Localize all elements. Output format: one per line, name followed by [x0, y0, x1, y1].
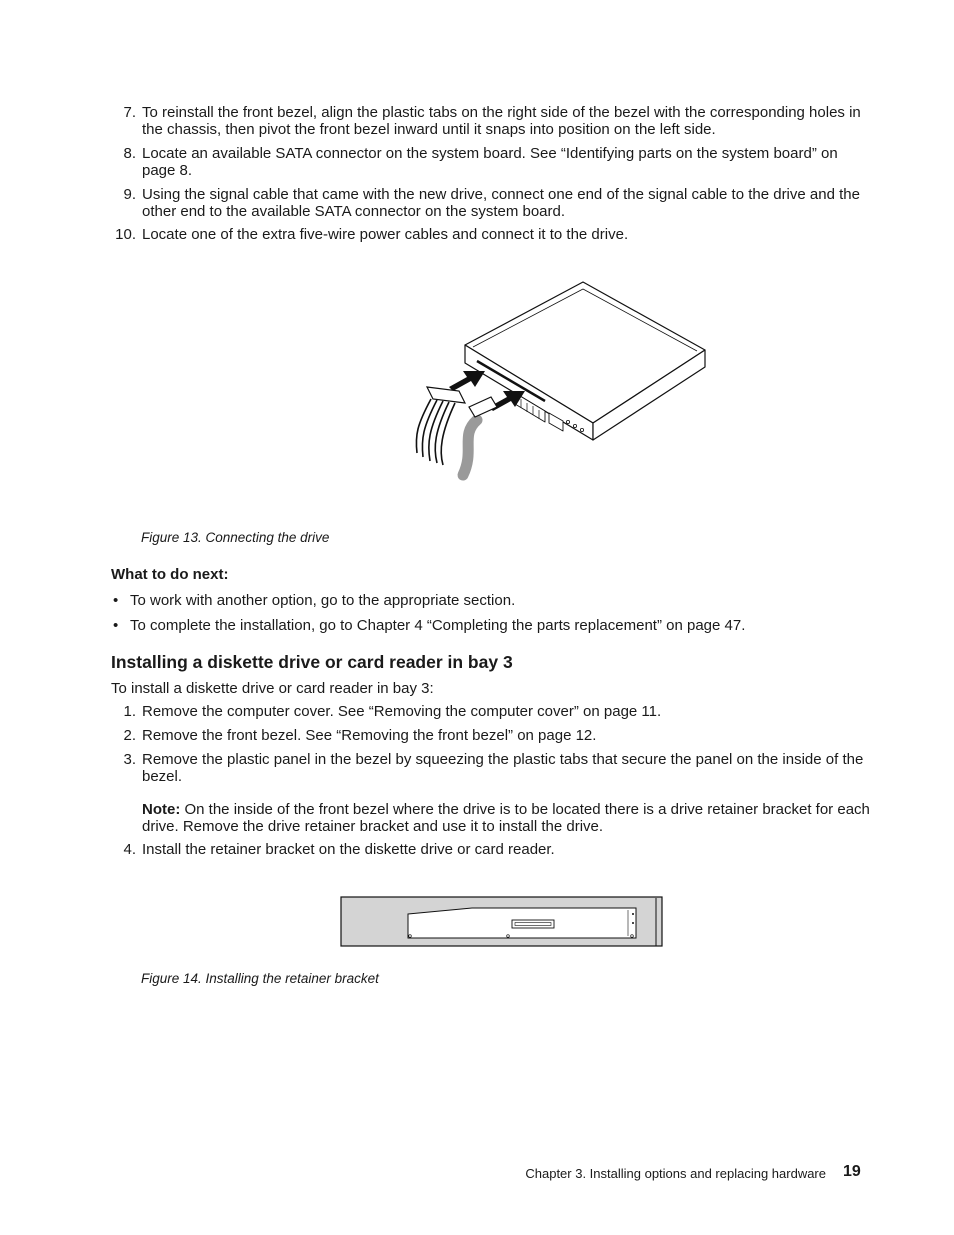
bullet-dot: • [113, 617, 119, 634]
step-number: 10. [115, 226, 136, 243]
section-heading: Installing a diskette drive or card reader in bay 3 [111, 652, 513, 672]
next-bullet-1 [111, 592, 871, 609]
step-text: Install the retainer bracket on the diskette drive or card reader. [142, 841, 555, 858]
step-number: 1. [123, 703, 136, 720]
step-number: 3. [123, 751, 136, 768]
what-to-do-next-heading: What to do next: [111, 566, 229, 583]
step-text: To reinstall the front bezel, align the plastic tabs on the right side of the bezel with the corresponding holes in the chassis, then pivot the front bezel inward until it snaps into position on the left side. [142, 104, 861, 138]
bullet-dot: • [113, 592, 119, 609]
footer-chapter: Chapter 3. Installing options and replacing hardware [525, 1166, 826, 1181]
step-8 [111, 145, 871, 179]
page-number: 19 [843, 1163, 861, 1180]
next-bullet-2 [111, 617, 871, 634]
note-text: On the inside of the front bezel where the drive is to be located there is a drive retainer bracket for each drive. Remove the drive retainer bracket and use it to install the drive. [142, 801, 870, 835]
step-10 [111, 226, 871, 243]
step-number: 7. [123, 104, 136, 121]
step-number: 9. [123, 186, 136, 203]
section-intro: To install a diskette drive or card reader in bay 3: [111, 680, 434, 697]
step-number: 8. [123, 145, 136, 162]
step-3 [111, 751, 871, 785]
drive-connection-illustration [405, 275, 715, 490]
step-number: 2. [123, 727, 136, 744]
step-text: Locate one of the extra five-wire power cables and connect it to the drive. [142, 226, 629, 243]
step-7 [111, 104, 871, 138]
note-paragraph [142, 801, 871, 835]
figure-13-caption: Figure 13. Connecting the drive [141, 530, 330, 545]
step-text: Using the signal cable that came with the new drive, connect one end of the signal cable to the drive and the other end to the available SATA connector on the system board. [142, 186, 860, 220]
retainer-bracket-illustration [340, 896, 664, 948]
step-number: 4. [123, 841, 136, 858]
figure-14-caption: Figure 14. Installing the retainer bracket [141, 971, 379, 986]
note-label: Note: [142, 801, 181, 818]
step-9 [111, 186, 871, 220]
step-4 [111, 841, 871, 858]
bullet-text: To complete the installation, go to Chapter 4 “Completing the parts replacement” on page 47. [130, 617, 746, 634]
step-1 [111, 703, 871, 720]
bullet-text: To work with another option, go to the appropriate section. [130, 592, 516, 609]
step-2 [111, 727, 871, 744]
step-text: Remove the computer cover. See “Removing the computer cover” on page 11. [142, 703, 662, 720]
step-text: Remove the front bezel. See “Removing the front bezel” on page 12. [142, 727, 597, 744]
step-text: Locate an available SATA connector on the system board. See “Identifying parts on the system board” on page 8. [142, 145, 838, 179]
step-text: Remove the plastic panel in the bezel by squeezing the plastic tabs that secure the panel on the inside of the bezel. [142, 751, 864, 785]
